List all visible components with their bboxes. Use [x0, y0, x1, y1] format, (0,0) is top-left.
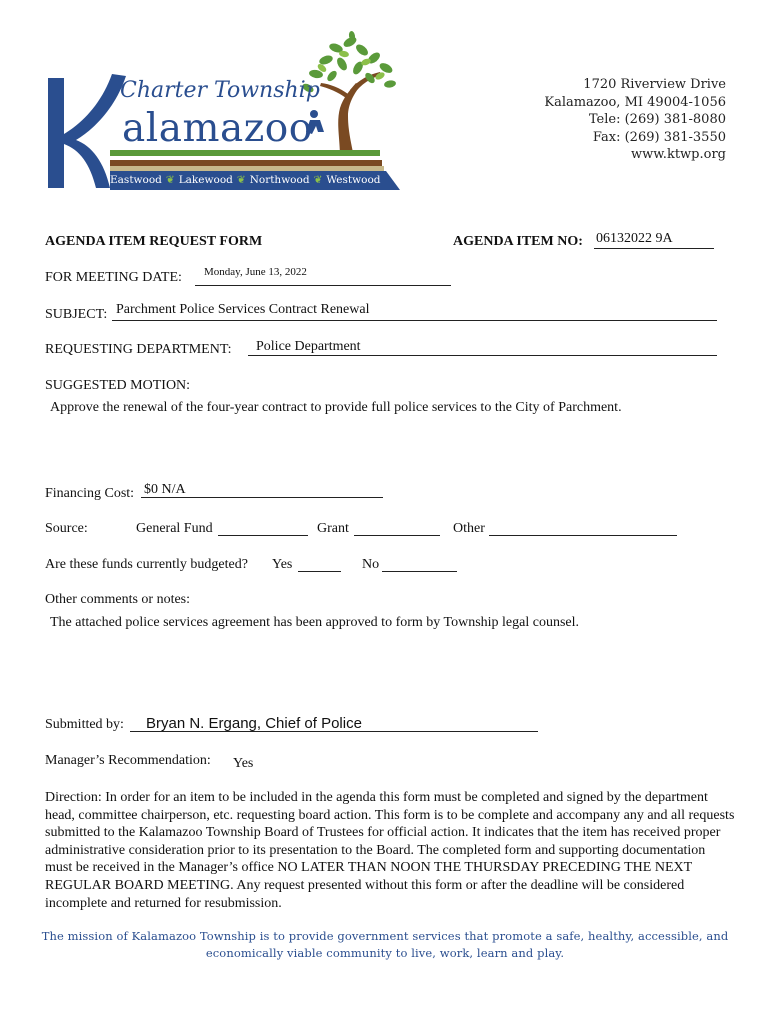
- source-label: Source:: [45, 521, 88, 536]
- requesting-department-label: REQUESTING DEPARTMENT:: [45, 342, 232, 357]
- logo-area-bar: [110, 174, 400, 186]
- source-grant-label: Grant: [317, 521, 349, 536]
- requesting-department-line: [248, 355, 717, 356]
- logo-kalamazoo-text: alamazoo: [122, 106, 313, 151]
- meeting-date-field[interactable]: Monday, June 13, 2022: [204, 266, 307, 278]
- other-comments-field[interactable]: The attached police services agreement has been approved to form by Township legal counsel.: [50, 615, 580, 630]
- address-city: Kalamazoo, MI 49004-1056: [544, 94, 726, 110]
- logo-charter-township-text: Charter Township: [120, 78, 320, 103]
- submitted-by-field[interactable]: Bryan N. Ergang, Chief of Police: [146, 715, 362, 732]
- address-phone: Tele: (269) 381-8080: [588, 112, 726, 127]
- source-grant-line[interactable]: [354, 535, 440, 536]
- agenda-item-no-field[interactable]: 06132022 9A: [596, 231, 673, 246]
- financing-cost-label: Financing Cost:: [45, 486, 135, 501]
- agenda-item-no-label: AGENDA ITEM NO:: [453, 234, 583, 249]
- budgeted-yes-label: Yes: [272, 557, 293, 572]
- area-westwood: Westwood: [326, 174, 381, 186]
- source-general-fund-label: General Fund: [136, 521, 213, 536]
- area-lakewood: Lakewood: [178, 174, 233, 186]
- other-comments-label: Other comments or notes:: [45, 592, 191, 607]
- manager-recommendation-label: Manager’s Recommendation:: [45, 753, 211, 768]
- leaf-icon: ❦: [313, 174, 323, 186]
- mission-statement: [0, 928, 770, 962]
- manager-recommendation-field[interactable]: Yes: [233, 756, 254, 771]
- meeting-date-line: [195, 285, 451, 286]
- budgeted-question: Are these funds currently budgeted?: [45, 557, 248, 572]
- township-address: [466, 76, 726, 164]
- source-other-line[interactable]: [489, 535, 677, 536]
- submitted-by-label: Submitted by:: [45, 717, 124, 732]
- meeting-date-label: FOR MEETING DATE:: [45, 270, 182, 285]
- subject-line: [112, 320, 717, 321]
- address-street: 1720 Riverview Drive: [583, 77, 726, 92]
- source-general-fund-line[interactable]: [218, 535, 308, 536]
- agenda-item-no-line: [594, 248, 714, 249]
- subject-label: SUBJECT:: [45, 307, 108, 322]
- direction-paragraph: Direction: In order for an item to be included in the agenda this form must be completed and signed by the department head, committee chairperson, etc. requesting board action. This form is to be complete and accompany any and all requests submitted to the Kalamazoo Township Board of Trustees for official action. It indicates that the item has received proper administrative consideration prior to its presentation to the Board. The completed form and supporting documentation must be received in the Manager’s office NO LATER THAN NOON THE THURSDAY PRECEDING THE NEXT REGULAR BOARD MEETING. Any request presented without this form or after the deadline will be considered incomplete and returned for resubmission.: [45, 790, 735, 911]
- address-website: www.ktwp.org: [630, 147, 726, 162]
- leaf-icon: ❦: [165, 174, 175, 186]
- area-eastwood: Eastwood: [110, 174, 162, 186]
- source-other-label: Other: [453, 521, 485, 536]
- budgeted-no-label: No: [362, 557, 380, 572]
- budgeted-yes-line[interactable]: [298, 571, 341, 572]
- address-fax: Fax: (269) 381-3550: [592, 129, 726, 145]
- leaf-icon: ❦: [236, 174, 246, 186]
- suggested-motion-label: SUGGESTED MOTION:: [45, 378, 191, 393]
- financing-cost-field[interactable]: $0 N/A: [144, 482, 186, 497]
- township-logo: [40, 28, 402, 192]
- subject-field[interactable]: Parchment Police Services Contract Renewal: [116, 302, 370, 317]
- mission-line-2: economically viable community to live, work, learn and play.: [205, 946, 565, 960]
- requesting-department-field[interactable]: Police Department: [256, 339, 361, 354]
- suggested-motion-field[interactable]: Approve the renewal of the four-year contract to provide full police services to the City of Parchment.: [50, 400, 622, 415]
- form-title: AGENDA ITEM REQUEST FORM: [45, 234, 263, 249]
- mission-line-1: The mission of Kalamazoo Township is to provide government services that promote a safe, healthy, accessible, and: [41, 929, 729, 943]
- budgeted-no-line[interactable]: [382, 571, 457, 572]
- area-northwood: Northwood: [249, 174, 310, 186]
